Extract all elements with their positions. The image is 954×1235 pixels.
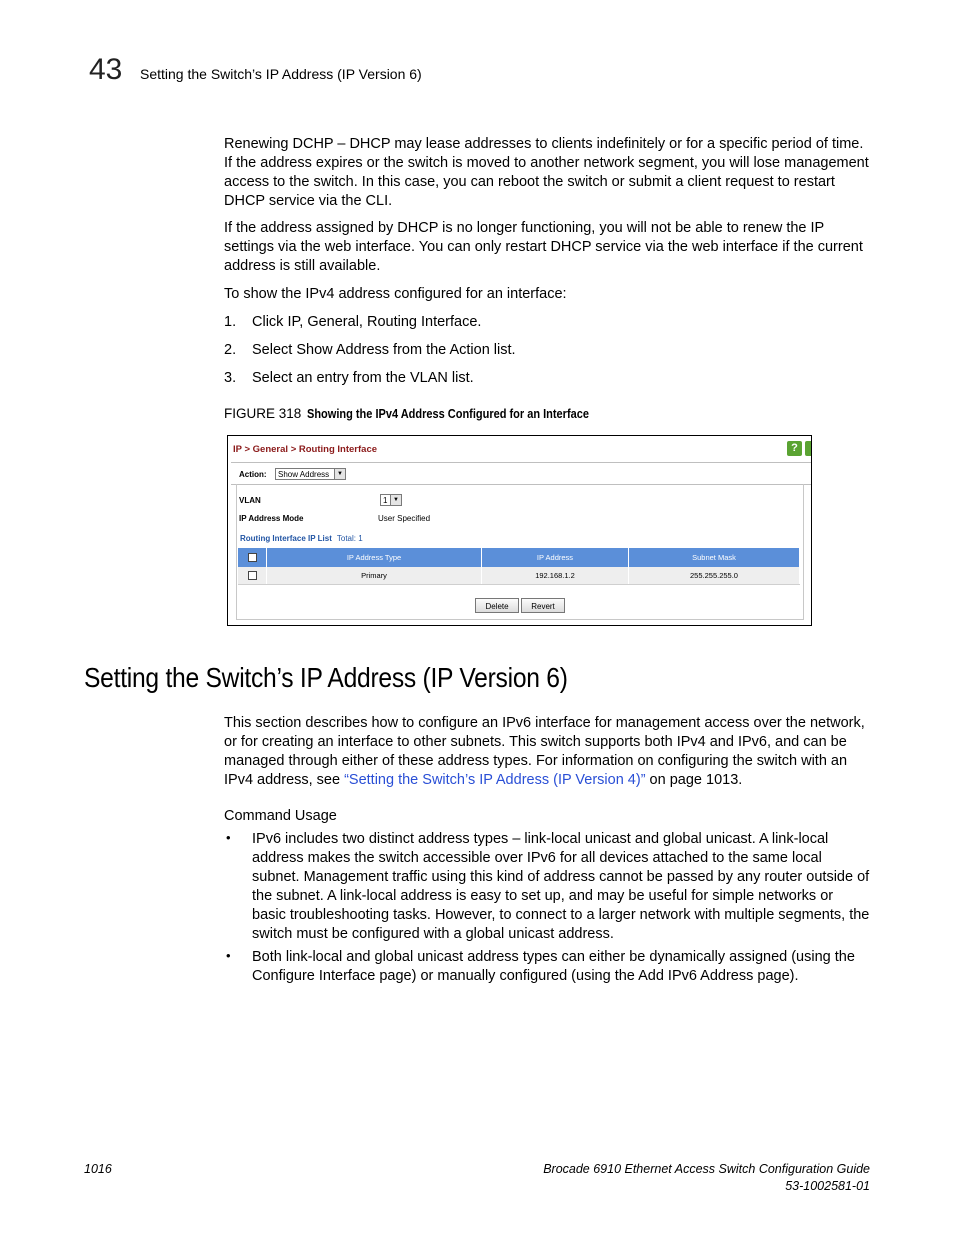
delete-button[interactable]: Delete <box>475 598 519 613</box>
column-subnet-mask: Subnet Mask <box>629 548 800 567</box>
running-header-title: Setting the Switch’s IP Address (IP Version 6) <box>140 66 422 82</box>
action-select[interactable] <box>275 468 346 480</box>
chapter-number: 43 <box>89 53 123 86</box>
ip-mode-label: IP Address Mode <box>239 514 304 523</box>
vlan-select-value: 1 <box>383 496 388 505</box>
figure-title: Showing the IPv4 Address Configured for an Interface <box>307 407 590 421</box>
step-3 <box>224 369 474 388</box>
figure-label: FIGURE 318 <box>224 406 302 421</box>
page-number: 1016 <box>84 1162 112 1176</box>
ip-list-title: Routing Interface IP List <box>240 534 332 543</box>
doc-number: 53-1002581-01 <box>785 1179 870 1193</box>
ip-list-total: Total: 1 <box>336 534 363 543</box>
bullet-item: IPv6 includes two distinct address types – link-local unicast and global unicast. A link-local address makes the switch accessible over IPv6 for all devices attached to the same local subnet. Management traffic using this kind of address cannot be passed by any router outside of the subnet. A link-local address is easy to set up, and may be useful for simple networks or basic troubleshooting tasks. However, to connect to a larger network with multiple segments, the switch must be configured with a global unicast address. <box>252 831 870 942</box>
figure-caption <box>224 406 628 421</box>
breadcrumb-ip[interactable]: IP <box>233 444 242 455</box>
bullet-glyph: • <box>226 948 231 963</box>
step-text: Select Show Address from the Action list. <box>252 342 516 358</box>
ip-address-table <box>238 548 800 585</box>
help-icon[interactable]: ? <box>787 441 802 456</box>
renewing-paragraph <box>224 135 870 211</box>
figure-screenshot <box>227 435 812 626</box>
breadcrumb-routing-interface[interactable]: Routing Interface <box>298 444 378 455</box>
section-title: Setting the Switch’s IP Address (IP Version 6) <box>84 662 568 693</box>
ip-mode-value: User Specified <box>378 514 431 523</box>
renewing-term: Renewing DCHP <box>224 136 334 152</box>
cell-subnet-mask: 255.255.255.0 <box>629 567 800 585</box>
section-intro-text: This section describes how to configure an IPv6 interface for management access over the network, or for creating an interface to other subnets. This switch supports both IPv4 and IPv6, and can be managed through either of these address types. For information on configuring the switch with an IPv4 address, see <box>224 715 865 788</box>
step-2 <box>224 341 516 360</box>
row-checkbox[interactable] <box>248 571 257 580</box>
renewing-text: – DHCP may lease addresses to clients indefinitely or for a specific period of time. If the address expires or the switch is moved to another network segment, you will lose management access to the switch. In this case, you can reboot the switch or submit a client request to restart DHCP service via the CLI. <box>224 136 869 209</box>
chevron-down-icon: ▼ <box>390 495 401 505</box>
step-text: Click IP, General, Routing Interface. <box>252 314 482 330</box>
column-ip-address-type: IP Address Type <box>267 548 482 567</box>
chevron-down-icon: ▼ <box>334 469 345 479</box>
bullet-item: Both link-local and global unicast address types can either be dynamically assigned (using the Configure Interface page) or manually configured (using the Add IPv6 Address page). <box>252 949 855 984</box>
revert-button[interactable]: Revert <box>521 598 565 613</box>
vlan-label: VLAN <box>239 496 261 505</box>
breadcrumb-separator: > <box>290 444 297 455</box>
breadcrumb-general[interactable]: General <box>252 444 289 455</box>
step-number: 1. <box>224 314 237 330</box>
guide-title: Brocade 6910 Ethernet Access Switch Configuration Guide <box>543 1162 870 1176</box>
renew-paragraph: If the address assigned by DHCP is no longer functioning, you will not be able to renew the IP settings via the web interface. You can only restart DHCP service via the web interface if the current address is still available. <box>224 220 863 274</box>
table-header-row <box>238 548 800 567</box>
action-select-value: Show Address <box>278 470 330 479</box>
command-usage-heading: Command Usage <box>224 808 337 824</box>
divider <box>231 462 811 463</box>
cell-ip-address-type: Primary <box>267 567 482 585</box>
section-intro-end: on page 1013. <box>645 772 743 788</box>
column-ip-address: IP Address <box>482 548 629 567</box>
show-address-paragraph: To show the IPv4 address configured for an interface: <box>224 286 567 302</box>
refresh-icon[interactable] <box>805 441 812 456</box>
step-1 <box>224 313 481 332</box>
bullet-glyph: • <box>226 830 231 845</box>
breadcrumb <box>233 444 377 455</box>
ip-list-header <box>240 534 363 543</box>
step-text: Select an entry from the VLAN list. <box>252 370 474 386</box>
cell-ip-address: 192.168.1.2 <box>482 567 629 585</box>
ipv4-cross-reference-link[interactable]: “Setting the Switch’s IP Address (IP Version 4)” <box>344 772 646 788</box>
select-all-checkbox[interactable] <box>248 553 257 562</box>
breadcrumb-separator: > <box>244 444 251 455</box>
vlan-select[interactable] <box>380 494 402 506</box>
step-number: 3. <box>224 370 237 386</box>
table-row <box>238 567 800 585</box>
section-intro <box>224 714 870 790</box>
select-all-header <box>238 548 267 567</box>
action-label: Action: <box>239 470 267 479</box>
step-number: 2. <box>224 342 237 358</box>
row-select-cell <box>238 567 267 585</box>
